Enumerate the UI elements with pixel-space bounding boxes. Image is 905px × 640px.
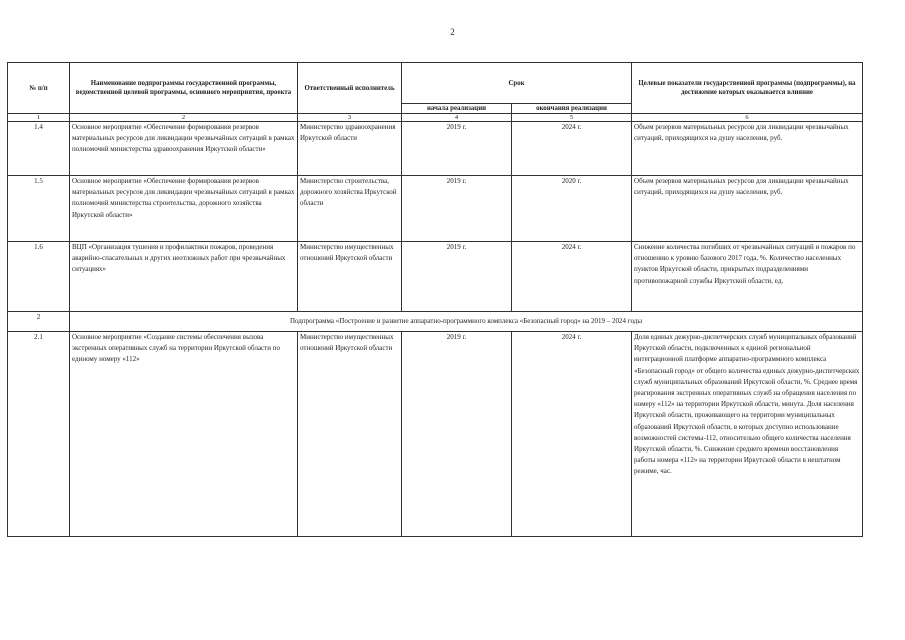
row-start: 2019 г. xyxy=(402,242,512,312)
header-executor: Ответственный исполнитель xyxy=(298,63,402,114)
row-indicators: Снижение количества погибших от чрезвычайных ситуаций и пожаров по отношению к уровню базового 2017 года, %. Количество населенных пунктов Иркутской области, прикрытых подразделениями противопожарной службы Иркутской области, ед. xyxy=(632,242,863,312)
table-row xyxy=(8,176,863,242)
row-executor: Министерство имущественных отношений Иркутской области xyxy=(298,242,402,312)
header-start: начала реализации xyxy=(402,104,512,114)
row-name: Основное мероприятие «Создание системы обеспечения вызова экстренных оперативных служб на территории Иркутской области по единому номеру «112» xyxy=(70,332,298,537)
row-indicators: Объем резервов материальных ресурсов для ликвидации чрезвычайных ситуаций, приходящихся на душу населения, руб. xyxy=(632,122,863,176)
row-start: 2019 г. xyxy=(402,332,512,537)
row-end: 2020 г. xyxy=(512,176,632,242)
table-row xyxy=(8,332,863,537)
row-start: 2019 г. xyxy=(402,176,512,242)
column-number: 2 xyxy=(70,114,298,122)
table-row xyxy=(8,122,863,176)
subprogram-num: 2 xyxy=(8,312,70,332)
row-num: 1.6 xyxy=(8,242,70,312)
column-number: 3 xyxy=(298,114,402,122)
subprogram-row xyxy=(8,312,863,332)
row-end: 2024 г. xyxy=(512,332,632,537)
row-executor: Министерство имущественных отношений Иркутской области xyxy=(298,332,402,537)
row-name: Основное мероприятие «Обеспечение формирования резервов материальных ресурсов для ликвидации чрезвычайных ситуаций в рамках полномочий министерства здравоохранения Иркутской области» xyxy=(70,122,298,176)
column-number: 4 xyxy=(402,114,512,122)
column-number: 5 xyxy=(512,114,632,122)
header-indicators: Целевые показатели государственной программы (подпрограммы), на достижение которых оказывается влияние xyxy=(632,63,863,114)
row-executor: Министерство здравоохранения Иркутской области xyxy=(298,122,402,176)
row-executor: Министерство строительства, дорожного хозяйства Иркутской области xyxy=(298,176,402,242)
program-table xyxy=(7,62,863,537)
page-number: 2 xyxy=(450,27,455,37)
row-num: 2.1 xyxy=(8,332,70,537)
row-name: Основное мероприятие «Обеспечение формирования резервов материальных ресурсов для ликвидации чрезвычайных ситуаций в рамках полномочий министерства строительства, дорожного хозяйства Иркутской области» xyxy=(70,176,298,242)
header-row xyxy=(8,63,863,104)
header-term: Срок xyxy=(402,63,632,104)
row-end: 2024 г. xyxy=(512,242,632,312)
row-indicators: Доля единых дежурно-диспетчерских служб муниципальных образований Иркутской области, подключенных к единой региональной интеграционной платформе аппаратно-программного комплекса «Безопасный город» от общего количества единых дежурно-диспетчерских служб муниципальных образований Иркутской области, %. Среднее время реагирования экстренных оперативных служб на обращения населения по номеру «112» на территории Иркутской области, минута. Доля населения Иркутской области, проживающего на территории муниципальных образований Иркутской области, в которых доступно использование возможностей системы-112, относительно общего количества населения Иркутской области, %. Снижение среднего времени восстановления работы номера «112» на территории Иркутской области в нештатном режиме, час. xyxy=(632,332,863,537)
row-start: 2019 г. xyxy=(402,122,512,176)
row-num: 1.4 xyxy=(8,122,70,176)
column-numbers-row xyxy=(8,114,863,122)
row-name: ВЦП «Организация тушения и профилактики пожаров, проведения аварийно-спасательных и других неотложных работ при чрезвычайных ситуациях» xyxy=(70,242,298,312)
table-row xyxy=(8,242,863,312)
row-end: 2024 г. xyxy=(512,122,632,176)
column-number: 6 xyxy=(632,114,863,122)
subprogram-title: Подпрограмма «Построение и развитие аппаратно-программного комплекса «Безопасный город» на 2019 – 2024 годы xyxy=(70,312,863,332)
header-num: № п/п xyxy=(8,63,70,114)
column-number: 1 xyxy=(8,114,70,122)
row-num: 1.5 xyxy=(8,176,70,242)
row-indicators: Объем резервов материальных ресурсов для ликвидации чрезвычайных ситуаций, приходящихся на душу населения, руб. xyxy=(632,176,863,242)
header-end: окончания реализации xyxy=(512,104,632,114)
header-name: Наименование подпрограммы государственной программы, ведомственной целевой программы, основного мероприятия, проекта xyxy=(70,63,298,114)
